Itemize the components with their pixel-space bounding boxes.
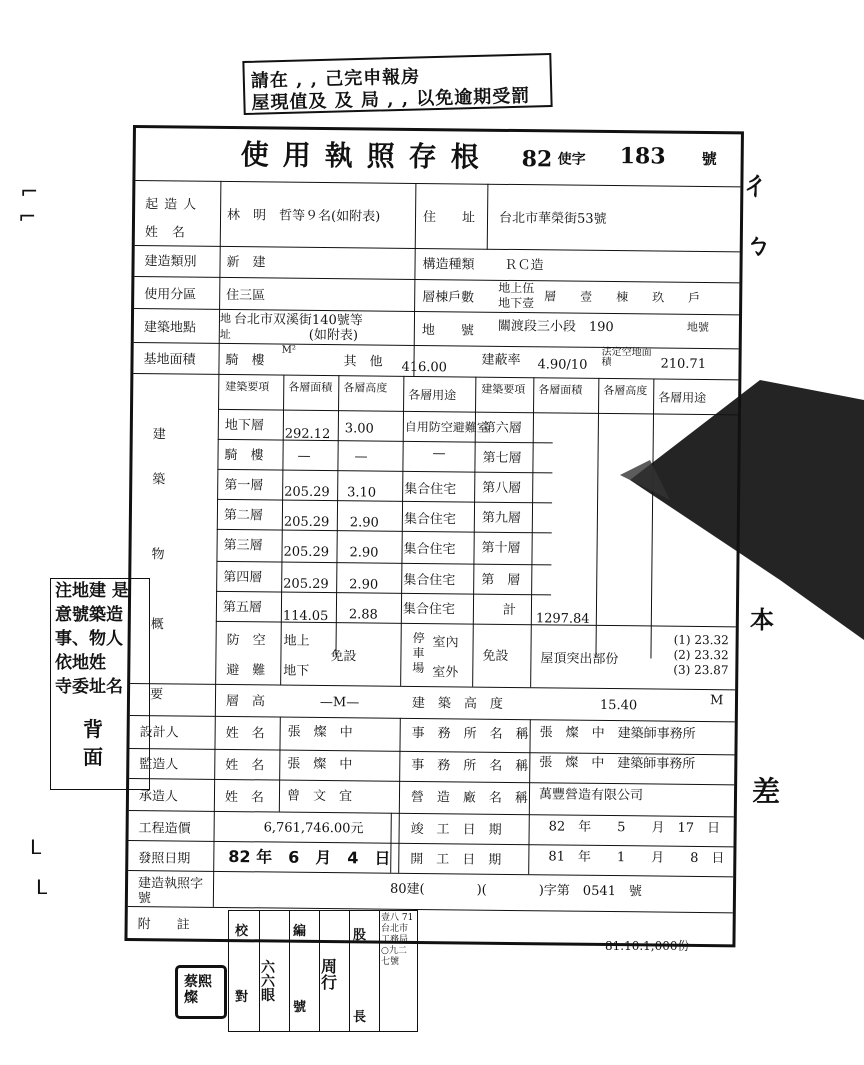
edge-mark: 差 [752, 775, 781, 808]
floor-row: 地下層 292.12 3.00 自用防空避難室 [224, 417, 489, 443]
vertical-label: 物 [151, 547, 165, 563]
roof-value: (3) 23.87 [673, 662, 729, 678]
hao-label: 號 [701, 149, 717, 169]
back-label: 背 [83, 717, 103, 741]
roof-value: (1) 23.32 [673, 632, 729, 648]
reminder-stamp [242, 53, 552, 115]
vertical-label: 築 [152, 472, 166, 488]
issue-date-label: 發照日期 [138, 851, 191, 867]
coverage-label: 建蔽率 [481, 352, 521, 369]
margin-mark: ᒪ [30, 835, 42, 859]
build-type: 新 建 [226, 254, 266, 271]
issue-date: 82 年 6 月 4 日 [228, 847, 391, 868]
building-height-label: 建 築 高 度 [411, 695, 504, 712]
done-date-label: 竣 工 日 期 [410, 821, 502, 838]
contractor-name: 曾 文 宜 [286, 788, 353, 805]
year: 82 [521, 146, 553, 173]
parking-outdoor: 室外 [432, 665, 459, 681]
building-height: 15.40 [599, 697, 638, 714]
structure-label: 構造種類 [422, 257, 475, 273]
cost-label: 工程造價 [138, 821, 191, 837]
back-label: 面 [83, 745, 103, 769]
side-notice [50, 578, 150, 790]
designer-label: 設計人 [139, 725, 179, 741]
name-label: 姓 名 [224, 790, 265, 806]
start-date: 81 年 1 月 8 日 [548, 849, 725, 867]
site-note: (如附表) [308, 327, 359, 344]
col-header: 各層面積 [538, 383, 583, 397]
done-date: 82 年 5 月 17 日 [548, 819, 721, 837]
permit-word: 使字 [557, 151, 586, 168]
floor-row: 騎 樓 — — — [224, 446, 446, 465]
notice-line: 事、物人 [55, 629, 123, 649]
arcade-label: 騎 樓 [225, 352, 265, 369]
office-label: 事 務 所 名 稱 [411, 725, 529, 743]
vertical-label: 概 [150, 617, 164, 633]
remarks-label: 附 註 [137, 917, 190, 933]
notice-line: 注地建 是 [55, 581, 129, 601]
total-label: 計 [502, 602, 517, 619]
parking-value: 免設 [482, 648, 509, 664]
floor-height: —M— [319, 694, 360, 711]
supervisor-label: 監造人 [139, 757, 179, 773]
seal-text: 蔡熙燦 [184, 974, 212, 1006]
name-label: 姓 名 [225, 758, 265, 774]
cost: 6,761,746.00元 [263, 820, 364, 837]
permit-number: 183 [619, 143, 666, 170]
col-header: 各層用途 [658, 390, 707, 406]
notice-line: 寺委址名 [55, 677, 123, 697]
permit-ref: 80建( )( )字第 0541 號 [389, 881, 642, 900]
floors-down: 地下壹 [498, 295, 535, 311]
approval-label: 股 [353, 928, 367, 943]
approval-strip [228, 910, 418, 1032]
designer-office: 張 燦 中 建築師事務所 [539, 725, 696, 742]
notice-line: 依地姓 [55, 653, 106, 673]
approval-label: 長 [353, 1010, 367, 1025]
shelter-label: 避 難 [226, 663, 266, 679]
site-address: 台北市双溪街140號等 [233, 312, 363, 329]
structure: ＲＣ造 [504, 257, 544, 274]
contractor-label: 承造人 [138, 789, 179, 805]
vertical-label: 建 [152, 427, 166, 443]
floors-up: 地上伍 [498, 280, 535, 296]
total-area: 1297.84 [535, 611, 590, 627]
form-title: 使用執照存根 [240, 138, 493, 174]
shelter-below: 地下 [283, 663, 310, 679]
other-area: 416.00 [401, 359, 448, 376]
approval-label: 號 [293, 1000, 307, 1015]
floor-row: 第四層 205.29 2.90 集合住宅 [223, 569, 456, 593]
approver-signature: 六六 眼 [261, 960, 275, 1004]
print-count: 81.10.1,000份 [605, 939, 690, 953]
scan-smear [560, 380, 864, 640]
roof-value: (2) 23.32 [673, 647, 729, 663]
col-header: 建築要項 [225, 379, 270, 394]
approval-side-note: 壹八 71 台北市工務局 ○九二七號 [381, 913, 414, 967]
floor-name: 第六層 [482, 420, 522, 437]
name-label: 姓名 [144, 225, 199, 241]
parking-label: 停車場 [412, 630, 425, 676]
supervisor-name: 張 燦 中 [287, 756, 353, 773]
margin-mark: ⌐ [20, 180, 39, 205]
floor-name: 第七層 [482, 450, 522, 467]
approval-label: 對 [235, 990, 249, 1005]
unit: M² [281, 344, 296, 356]
lot-label: 地 號 [421, 323, 474, 339]
name-label: 姓 名 [225, 726, 265, 742]
col-header: 各層面積 [288, 380, 333, 395]
col-header: 建築要項 [481, 382, 526, 397]
col-header: 各層高度 [603, 383, 648, 398]
owner-address: 台北市華榮街53號 [498, 210, 607, 227]
col-header: 各層用途 [408, 387, 457, 403]
site-label: 建築地點 [143, 320, 196, 336]
vertical-label: 要 [149, 687, 164, 703]
owner-name: 林 明 哲等９名(如附表) [226, 207, 381, 225]
floor-height-label: 層 高 [225, 694, 266, 710]
col-header: 各層高度 [343, 381, 388, 395]
edge-mark: ㄔ [740, 168, 770, 203]
lot-suffix: 地號 [686, 320, 709, 335]
stamp-line-2: 屋現值及 及 局 , , 以免逾期受罰 [251, 85, 531, 114]
shelter-value: 免設 [330, 649, 357, 665]
floors-label: 層棟戶數 [422, 290, 475, 306]
floor-name: 第十層 [481, 540, 521, 557]
floor-name: 第九層 [481, 510, 521, 527]
coverage: 4.90/10 [537, 357, 588, 373]
shelter-label: 防 空 [226, 633, 266, 649]
floor-row: 第二層 205.29 2.90 集合住宅 [223, 507, 456, 531]
open-area: 210.71 [660, 356, 707, 373]
address-label: 住 址 [422, 210, 476, 226]
floor-row: 第三層 205.29 2.90 集合住宅 [223, 537, 456, 561]
designer-name: 張 燦 中 [287, 724, 353, 741]
zone-label: 使用分區 [144, 287, 197, 303]
parking-indoor: 室內 [432, 635, 459, 651]
notice-line: 意號築造 [55, 605, 123, 625]
edge-mark: ㄅ [745, 231, 772, 261]
company-label: 營 造 廠 名 稱 [410, 789, 529, 807]
contractor-company: 萬豐營造有限公司 [538, 787, 644, 804]
unit: M [709, 693, 724, 709]
floor-name: 第八層 [482, 480, 522, 497]
edge-mark: 本 [750, 606, 774, 634]
roof-label: 屋頂突出部份 [540, 651, 619, 668]
area-label: 基地面積 [143, 352, 196, 368]
build-type-label: 建造類別 [144, 254, 197, 270]
approval-label: 校 [235, 924, 249, 939]
margin-mark: ᒪ [36, 875, 48, 899]
permit-label: 建造執照字號 [137, 876, 204, 907]
open-area-label: 法定空地面積 [601, 346, 652, 369]
supervisor-office: 張 燦 中 建築師事務所 [539, 755, 696, 772]
start-date-label: 開 工 日 期 [410, 851, 502, 868]
floor-row: 第一層 205.29 3.10 集合住宅 [224, 477, 457, 501]
floor-row: 第五層 114.05 2.88 集合住宅 [222, 599, 456, 625]
margin-mark: ⌐ [18, 205, 37, 230]
shelter-above: 地上 [283, 633, 310, 649]
official-seal [175, 965, 227, 1019]
site-side: 地 [219, 311, 232, 326]
lot-number: 關渡段三小段 190 [497, 318, 614, 336]
zone: 住三區 [226, 287, 266, 304]
other-label: 其 他 [343, 354, 383, 370]
approver-signature: 周行 [321, 957, 338, 992]
stamp-line-1: 請在 , , 己完申報房 [250, 66, 421, 92]
approval-label: 編 [293, 924, 307, 939]
office-label: 事 務 所 名 稱 [411, 757, 529, 775]
site-side: 址 [219, 327, 231, 342]
floors-detail: 層 壹 棟 玖 戶 [544, 289, 701, 305]
owner-label: 起造人 [145, 197, 203, 213]
floor-name: 第 層 [481, 572, 521, 589]
